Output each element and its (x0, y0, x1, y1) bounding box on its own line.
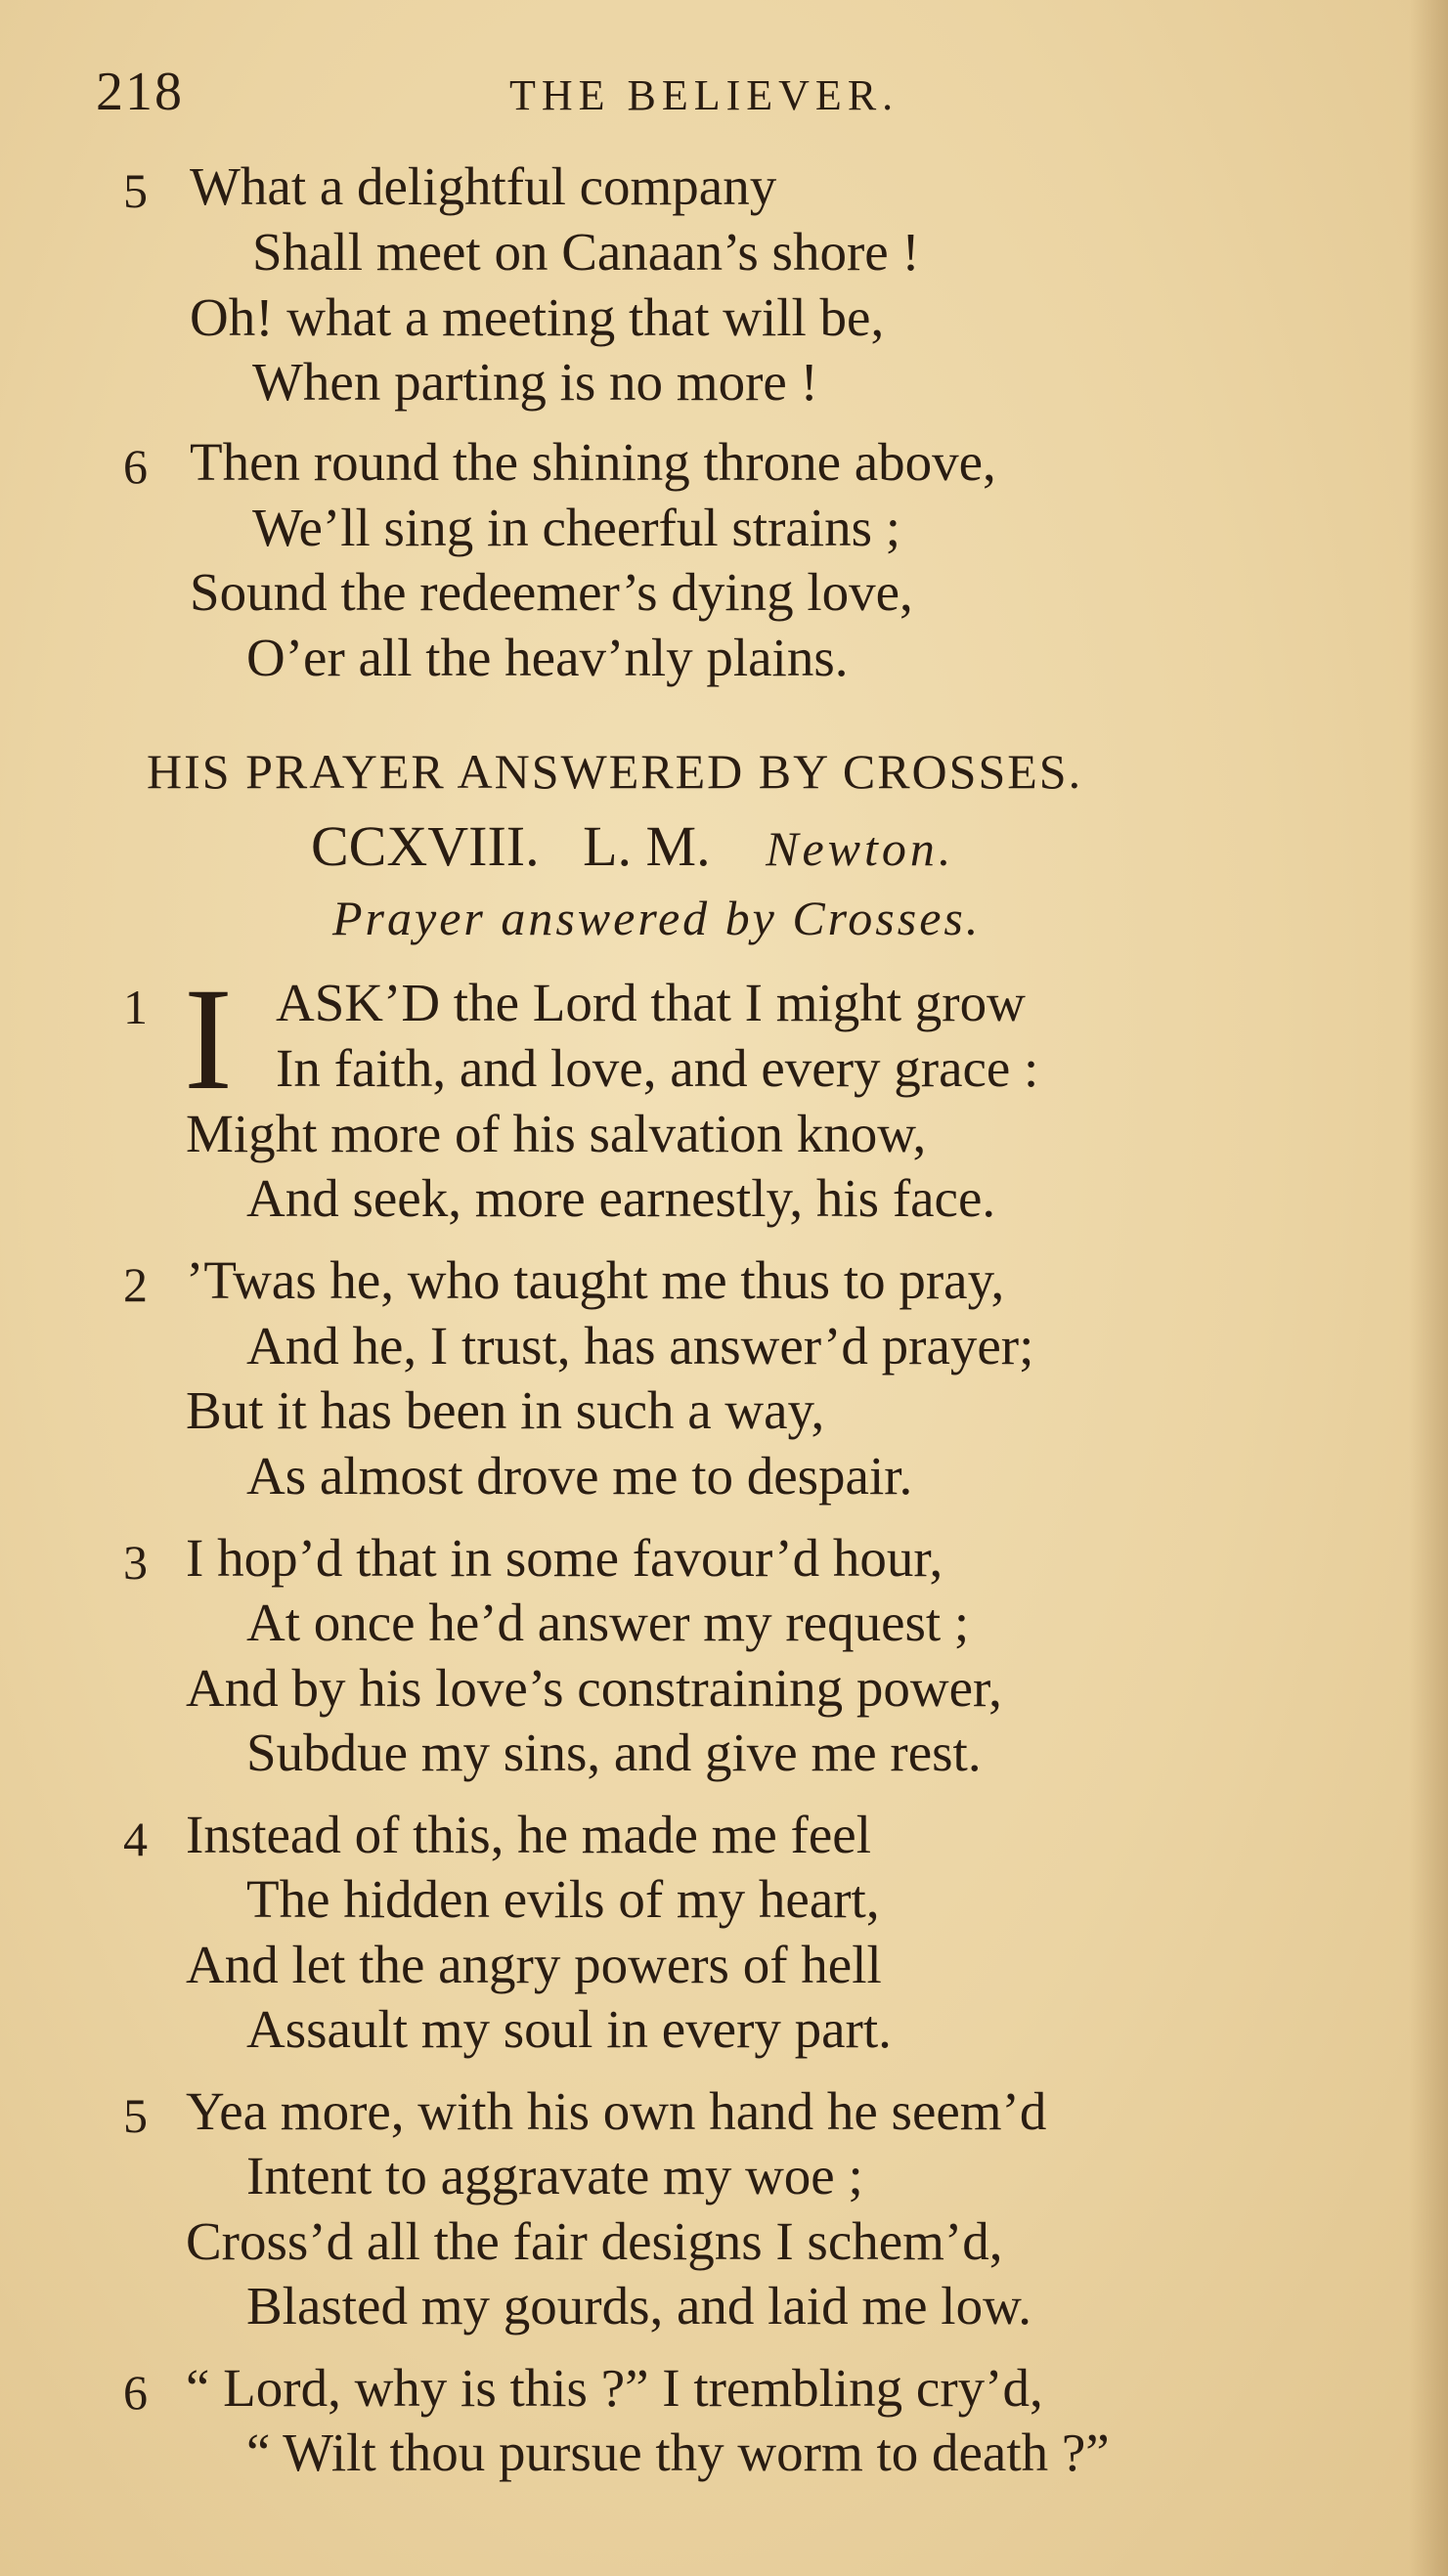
verse-line: Then round the shining throne above, (190, 432, 996, 492)
prev-verse-number: 6 (123, 439, 148, 494)
prev-verse-number: 5 (123, 163, 148, 218)
verse-line: “ Lord, why is this ?” I trembling cry’d, (186, 2358, 1043, 2418)
verse-line: ’Twas he, who taught me thus to pray, (186, 1250, 1005, 1310)
verse-number: 6 (123, 2365, 148, 2420)
hymn-number: CCXVIII. (311, 814, 540, 878)
verse-line: We’ll sing in cheerful strains ; (252, 498, 901, 557)
verse-line: Intent to aggravate my woe ; (246, 2146, 863, 2205)
verse-number: 5 (123, 2088, 148, 2143)
verse-line: “ Wilt thou pursue thy worm to death ?” (246, 2423, 1110, 2482)
page-number: 218 (96, 62, 184, 122)
verse-line: O’er all the heav’nly plains. (246, 628, 849, 687)
verse-line: In faith, and love, and every grace : (276, 1038, 1039, 1098)
verse-line: As almost drove me to despair. (246, 1446, 913, 1506)
verse-line: The hidden evils of my heart, (246, 1869, 880, 1929)
verse-line: What a delightful company (190, 156, 777, 216)
verse-line: And let the angry powers of hell (186, 1935, 882, 1994)
verse-number: 3 (123, 1535, 148, 1590)
verse-line: At once he’d answer my request ; (246, 1593, 970, 1652)
hymn-title: HIS PRAYER ANSWERED BY CROSSES. (147, 744, 1083, 799)
hymn-meter: L. M. (583, 814, 711, 878)
hymn-subtitle: Prayer answered by Crosses. (332, 891, 982, 945)
drop-cap: I (184, 958, 233, 1120)
hymn-author: Newton. (766, 821, 955, 876)
verse-line: And he, I trust, has answer’d prayer; (246, 1316, 1034, 1375)
running-title: THE BELIEVER. (509, 71, 900, 119)
verse-line: Assault my soul in every part. (246, 1999, 892, 2059)
verse-line: Sound the redeemer’s dying love, (190, 562, 913, 622)
verse-line: I hop’d that in some favour’d hour, (186, 1528, 943, 1588)
verse-number: 1 (123, 980, 148, 1034)
verse-line: Shall meet on Canaan’s shore ! (252, 222, 920, 282)
verse-line: When parting is no more ! (252, 352, 818, 412)
page-edge-shadow (1409, 0, 1448, 2576)
verse-number: 4 (123, 1812, 148, 1866)
verse-line: ASK’D the Lord that I might grow (276, 973, 1026, 1032)
verse-number: 2 (123, 1257, 148, 1312)
verse-line: And by his love’s constraining power, (186, 1658, 1002, 1718)
verse-line: Yea more, with his own hand he seem’d (186, 2081, 1047, 2141)
verse-line: Cross’d all the fair designs I schem’d, (186, 2211, 1003, 2271)
verse-line: Oh! what a meeting that will be, (190, 287, 885, 347)
verse-line: Instead of this, he made me feel (186, 1805, 871, 1864)
verse-line: Subdue my sins, and give me rest. (246, 1723, 982, 1782)
verse-line: But it has been in such a way, (186, 1380, 825, 1440)
verse-line: Blasted my gourds, and laid me low. (246, 2276, 1031, 2336)
hymn-meta (311, 813, 954, 879)
verse-line: Might more of his salvation know, (186, 1104, 927, 1163)
verse-line: And seek, more earnestly, his face. (246, 1168, 996, 1228)
page-header (96, 61, 976, 129)
